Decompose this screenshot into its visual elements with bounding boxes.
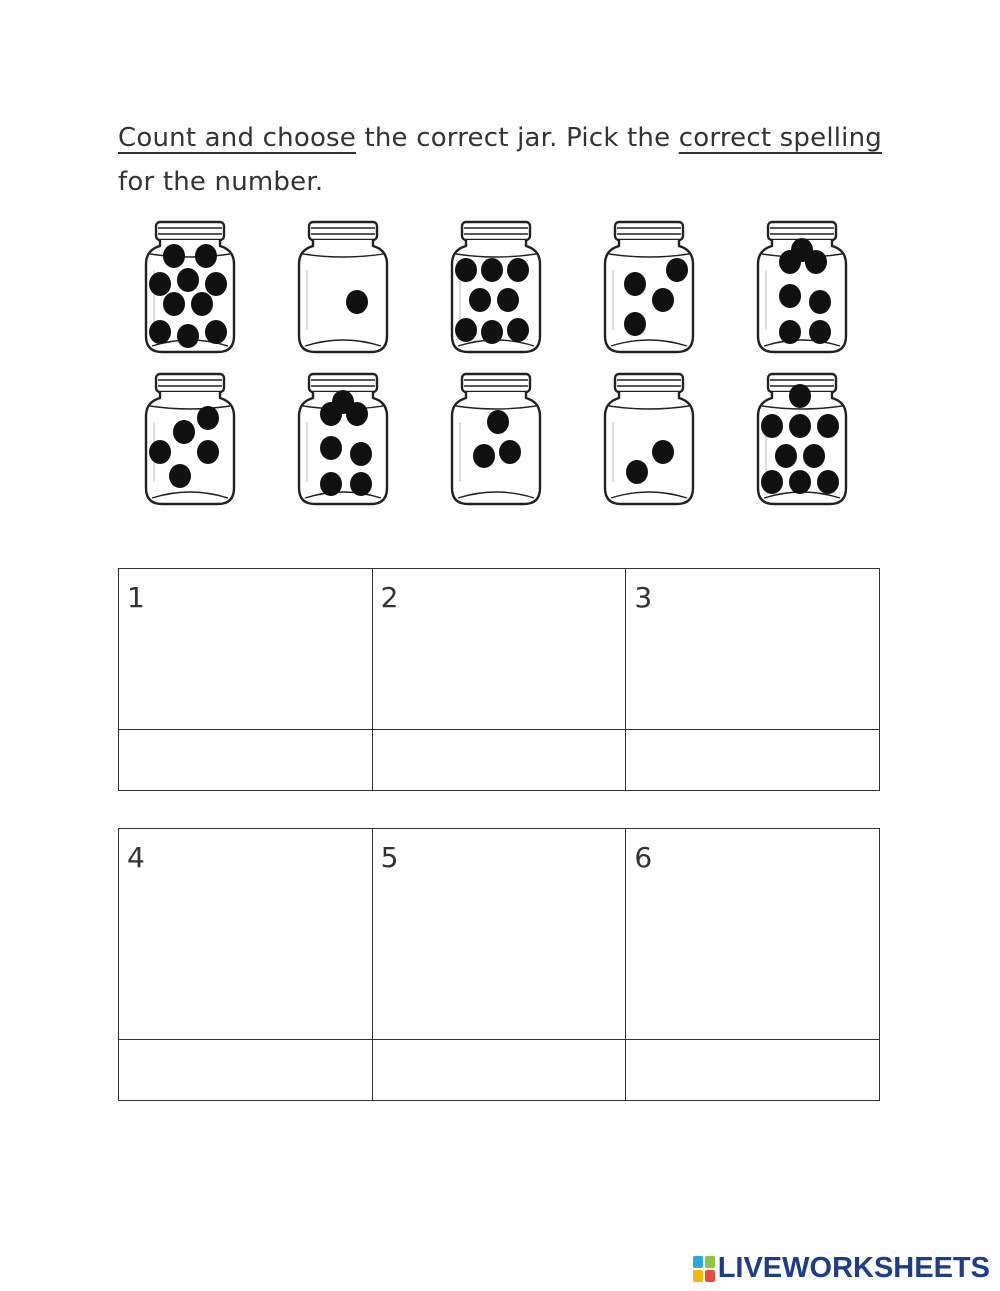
liveworksheets-logo bbox=[693, 1252, 990, 1285]
instruction-count-choose: Count and choose bbox=[118, 123, 356, 153]
jar-dot bbox=[205, 320, 227, 344]
spelling-cell-1[interactable] bbox=[119, 730, 373, 791]
jar-dot bbox=[191, 292, 213, 316]
jar-dot bbox=[469, 288, 491, 312]
jar-dot bbox=[779, 284, 801, 308]
cell-number-3[interactable] bbox=[626, 569, 880, 730]
jar-dot bbox=[169, 464, 191, 488]
spelling-cell-4[interactable] bbox=[119, 1040, 373, 1101]
jar-dot bbox=[761, 414, 783, 438]
jar-dot bbox=[817, 414, 839, 438]
jar-dot bbox=[481, 320, 503, 344]
jar-dot bbox=[775, 444, 797, 468]
jar-dot bbox=[666, 258, 688, 282]
cell-number-2[interactable] bbox=[372, 569, 626, 730]
cell-number-6[interactable] bbox=[626, 829, 880, 1040]
jar-dot bbox=[177, 268, 199, 292]
jar-dot bbox=[320, 436, 342, 460]
jar-dot bbox=[455, 258, 477, 282]
jar-dot bbox=[779, 320, 801, 344]
jar-dot bbox=[817, 470, 839, 494]
jar-dot bbox=[789, 384, 811, 408]
jar-dot bbox=[761, 470, 783, 494]
cell-number-5[interactable] bbox=[372, 829, 626, 1040]
spelling-cell-3[interactable] bbox=[626, 730, 880, 791]
jar-dot bbox=[163, 244, 185, 268]
jar-1[interactable] bbox=[146, 222, 234, 352]
jar-dot bbox=[149, 320, 171, 344]
jar-dot bbox=[195, 244, 217, 268]
jar-dot bbox=[626, 460, 648, 484]
jar-dot bbox=[346, 290, 368, 314]
answer-grid-1 bbox=[118, 568, 880, 791]
jar-dot bbox=[803, 444, 825, 468]
jar-5[interactable] bbox=[758, 222, 846, 352]
jar-dot bbox=[163, 292, 185, 316]
jar-dot bbox=[350, 472, 372, 496]
cell-number-1[interactable] bbox=[119, 569, 373, 730]
jar-dot bbox=[791, 238, 813, 262]
jar-dot bbox=[481, 258, 503, 282]
jar-dot bbox=[789, 470, 811, 494]
number-label: 6 bbox=[634, 841, 653, 874]
jar-dot bbox=[177, 324, 199, 348]
number-label: 1 bbox=[127, 581, 145, 614]
instruction-correct-spelling: correct spelling bbox=[678, 123, 882, 153]
instruction-middle: the correct jar. Pick the bbox=[356, 123, 679, 153]
jar-dot bbox=[809, 290, 831, 314]
jar-3[interactable] bbox=[452, 222, 540, 352]
answer-grid-2 bbox=[118, 828, 880, 1101]
jar-2[interactable] bbox=[299, 222, 387, 352]
number-label: 4 bbox=[127, 841, 145, 874]
jar-dot bbox=[624, 312, 646, 336]
jar-dot bbox=[507, 258, 529, 282]
spelling-cell-5[interactable] bbox=[372, 1040, 626, 1101]
instruction-line2: for the number. bbox=[118, 167, 324, 197]
number-label: 3 bbox=[634, 581, 653, 614]
jar-dot bbox=[455, 318, 477, 342]
jar-dot bbox=[320, 472, 342, 496]
jar-dot bbox=[350, 442, 372, 466]
spelling-cell-2[interactable] bbox=[372, 730, 626, 791]
jar-dot bbox=[473, 444, 495, 468]
jar-10[interactable] bbox=[758, 374, 846, 504]
number-label: 2 bbox=[380, 581, 399, 614]
jar-dot bbox=[487, 410, 509, 434]
jar-dot bbox=[149, 440, 171, 464]
jar-dot bbox=[652, 288, 674, 312]
jar-8[interactable] bbox=[452, 374, 540, 504]
jar-dot bbox=[149, 272, 171, 296]
jar-7[interactable] bbox=[299, 374, 387, 504]
spelling-cell-6[interactable] bbox=[626, 1040, 880, 1101]
jar-dot bbox=[332, 390, 354, 414]
jar-dot bbox=[197, 406, 219, 430]
jar-dot bbox=[497, 288, 519, 312]
jar-dot bbox=[789, 414, 811, 438]
number-label: 5 bbox=[380, 841, 399, 874]
jar-dot bbox=[499, 440, 521, 464]
jar-9[interactable] bbox=[605, 374, 693, 504]
liveworksheets-icon bbox=[693, 1256, 715, 1282]
jar-6[interactable] bbox=[146, 374, 234, 504]
jar-dot bbox=[624, 272, 646, 296]
jar-dot bbox=[173, 420, 195, 444]
jar-4[interactable] bbox=[605, 222, 693, 352]
brand-name: LIVEWORKSHEETS bbox=[717, 1252, 990, 1284]
jar-dot bbox=[197, 440, 219, 464]
jar-dot bbox=[809, 320, 831, 344]
jar-illustrations bbox=[0, 0, 1000, 520]
jar-dot bbox=[652, 440, 674, 464]
jar-dot bbox=[205, 272, 227, 296]
cell-number-4[interactable] bbox=[119, 829, 373, 1040]
jar-dot bbox=[507, 318, 529, 342]
